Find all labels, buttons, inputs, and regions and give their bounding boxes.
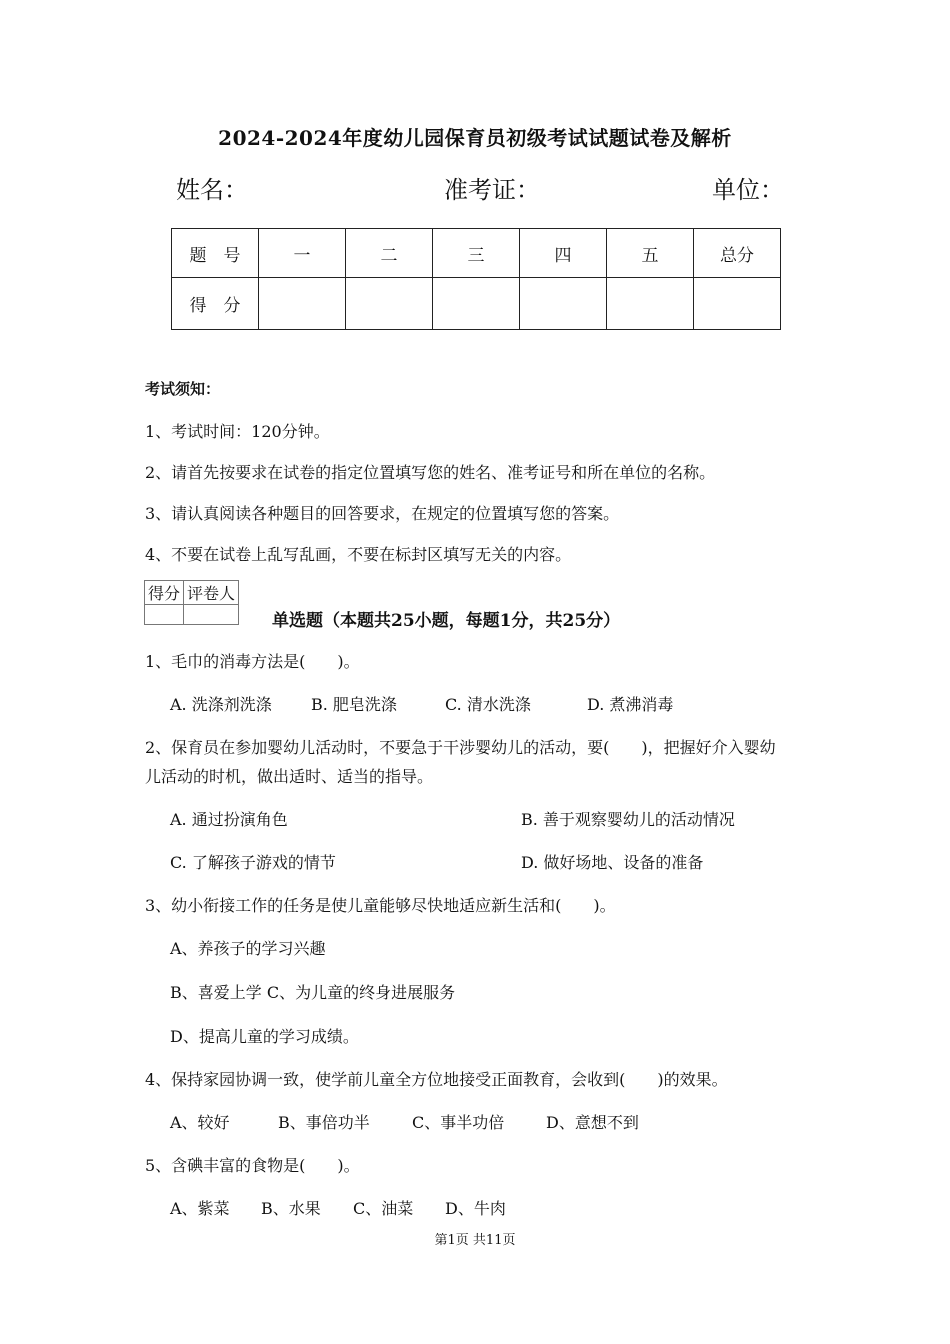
grader-score-label: 得分 <box>145 581 184 605</box>
score-table-cell: 一 <box>259 229 346 278</box>
answer-option[interactable]: B. 善于观察婴幼儿的活动情况 <box>521 810 735 829</box>
answer-option[interactable]: B、喜爱上学 C、为儿童的终身进展服务 <box>170 983 456 1002</box>
answer-option[interactable]: D、意想不到 <box>546 1113 639 1132</box>
notice-item: 1、考试时间：120分钟。 <box>145 422 330 441</box>
answer-option[interactable]: A、养孩子的学习兴趣 <box>170 939 326 958</box>
answer-option[interactable]: D、牛肉 <box>445 1199 506 1218</box>
answer-option[interactable]: C、油菜 <box>353 1199 414 1218</box>
page-footer: 第1页 共11页 <box>434 1233 516 1248</box>
score-table-cell: 二 <box>346 229 433 278</box>
section-title: 单选题（本题共25小题，每题1分，共25分） <box>272 611 621 631</box>
question-stem: 1、毛巾的消毒方法是( )。 <box>145 652 360 671</box>
answer-option[interactable]: C. 清水洗涤 <box>445 695 531 714</box>
score-table-cell: 题 号 <box>172 229 259 278</box>
score-table-cell: 五 <box>607 229 694 278</box>
notice-heading: 考试须知： <box>145 380 221 398</box>
score-table-cell: 四 <box>520 229 607 278</box>
question-stem-continued: 儿活动的时机，做出适时、适当的指导。 <box>145 767 434 786</box>
notice-item: 4、不要在试卷上乱写乱画，不要在标封区填写无关的内容。 <box>145 545 572 564</box>
score-table-cell: 三 <box>433 229 520 278</box>
answer-option[interactable]: B. 肥皂洗涤 <box>311 695 397 714</box>
score-entry-cell[interactable] <box>259 278 346 330</box>
score-table-header-row <box>172 229 781 278</box>
answer-option[interactable]: A. 通过扮演角色 <box>170 810 288 829</box>
exam-number-field-label: 准考证： <box>444 176 540 204</box>
score-entry-cell[interactable] <box>607 278 694 330</box>
score-entry-cell[interactable] <box>433 278 520 330</box>
question-stem: 4、保持家园协调一致，使学前儿童全方位地接受正面教育，会收到( )的效果。 <box>145 1070 728 1089</box>
name-field-label: 姓名： <box>176 176 248 204</box>
page-title: 2024-2024年度幼儿园保育员初级考试试题试卷及解析 <box>218 126 732 150</box>
score-table-cell: 总分 <box>694 229 781 278</box>
question-stem: 2、保育员在参加婴幼儿活动时，不要急于干涉婴幼儿的活动，要( )，把握好介入婴幼 <box>145 738 776 757</box>
answer-option[interactable]: A、较好 <box>170 1113 230 1132</box>
score-table-score-row <box>172 278 781 330</box>
grader-name-cell[interactable] <box>184 605 239 625</box>
notice-item: 2、请首先按要求在试卷的指定位置填写您的姓名、准考证号和所在单位的名称。 <box>145 463 716 482</box>
score-entry-cell[interactable] <box>694 278 781 330</box>
score-entry-cell[interactable] <box>346 278 433 330</box>
question-stem: 3、幼小衔接工作的任务是使儿童能够尽快地适应新生活和( )。 <box>145 896 616 915</box>
grader-name-label: 评卷人 <box>184 581 239 605</box>
answer-option[interactable]: D、提高儿童的学习成绩。 <box>170 1027 359 1046</box>
answer-option[interactable]: C、事半功倍 <box>412 1113 505 1132</box>
answer-option[interactable]: B、事倍功半 <box>278 1113 370 1132</box>
answer-option[interactable]: A、紫菜 <box>170 1199 230 1218</box>
question-stem: 5、含碘丰富的食物是( )。 <box>145 1156 360 1175</box>
answer-option[interactable]: C. 了解孩子游戏的情节 <box>170 853 336 872</box>
score-table <box>171 228 781 330</box>
notice-item: 3、请认真阅读各种题目的回答要求，在规定的位置填写您的答案。 <box>145 504 620 523</box>
grader-score-cell[interactable] <box>145 605 184 625</box>
answer-option[interactable]: D. 做好场地、设备的准备 <box>521 853 704 872</box>
answer-option[interactable]: A. 洗涤剂洗涤 <box>170 695 272 714</box>
answer-option[interactable]: B、水果 <box>261 1199 321 1218</box>
score-entry-cell[interactable] <box>520 278 607 330</box>
score-table-cell: 得 分 <box>172 278 259 330</box>
answer-option[interactable]: D. 煮沸消毒 <box>587 695 674 714</box>
grader-box <box>144 580 239 625</box>
unit-field-label: 单位： <box>712 176 784 204</box>
